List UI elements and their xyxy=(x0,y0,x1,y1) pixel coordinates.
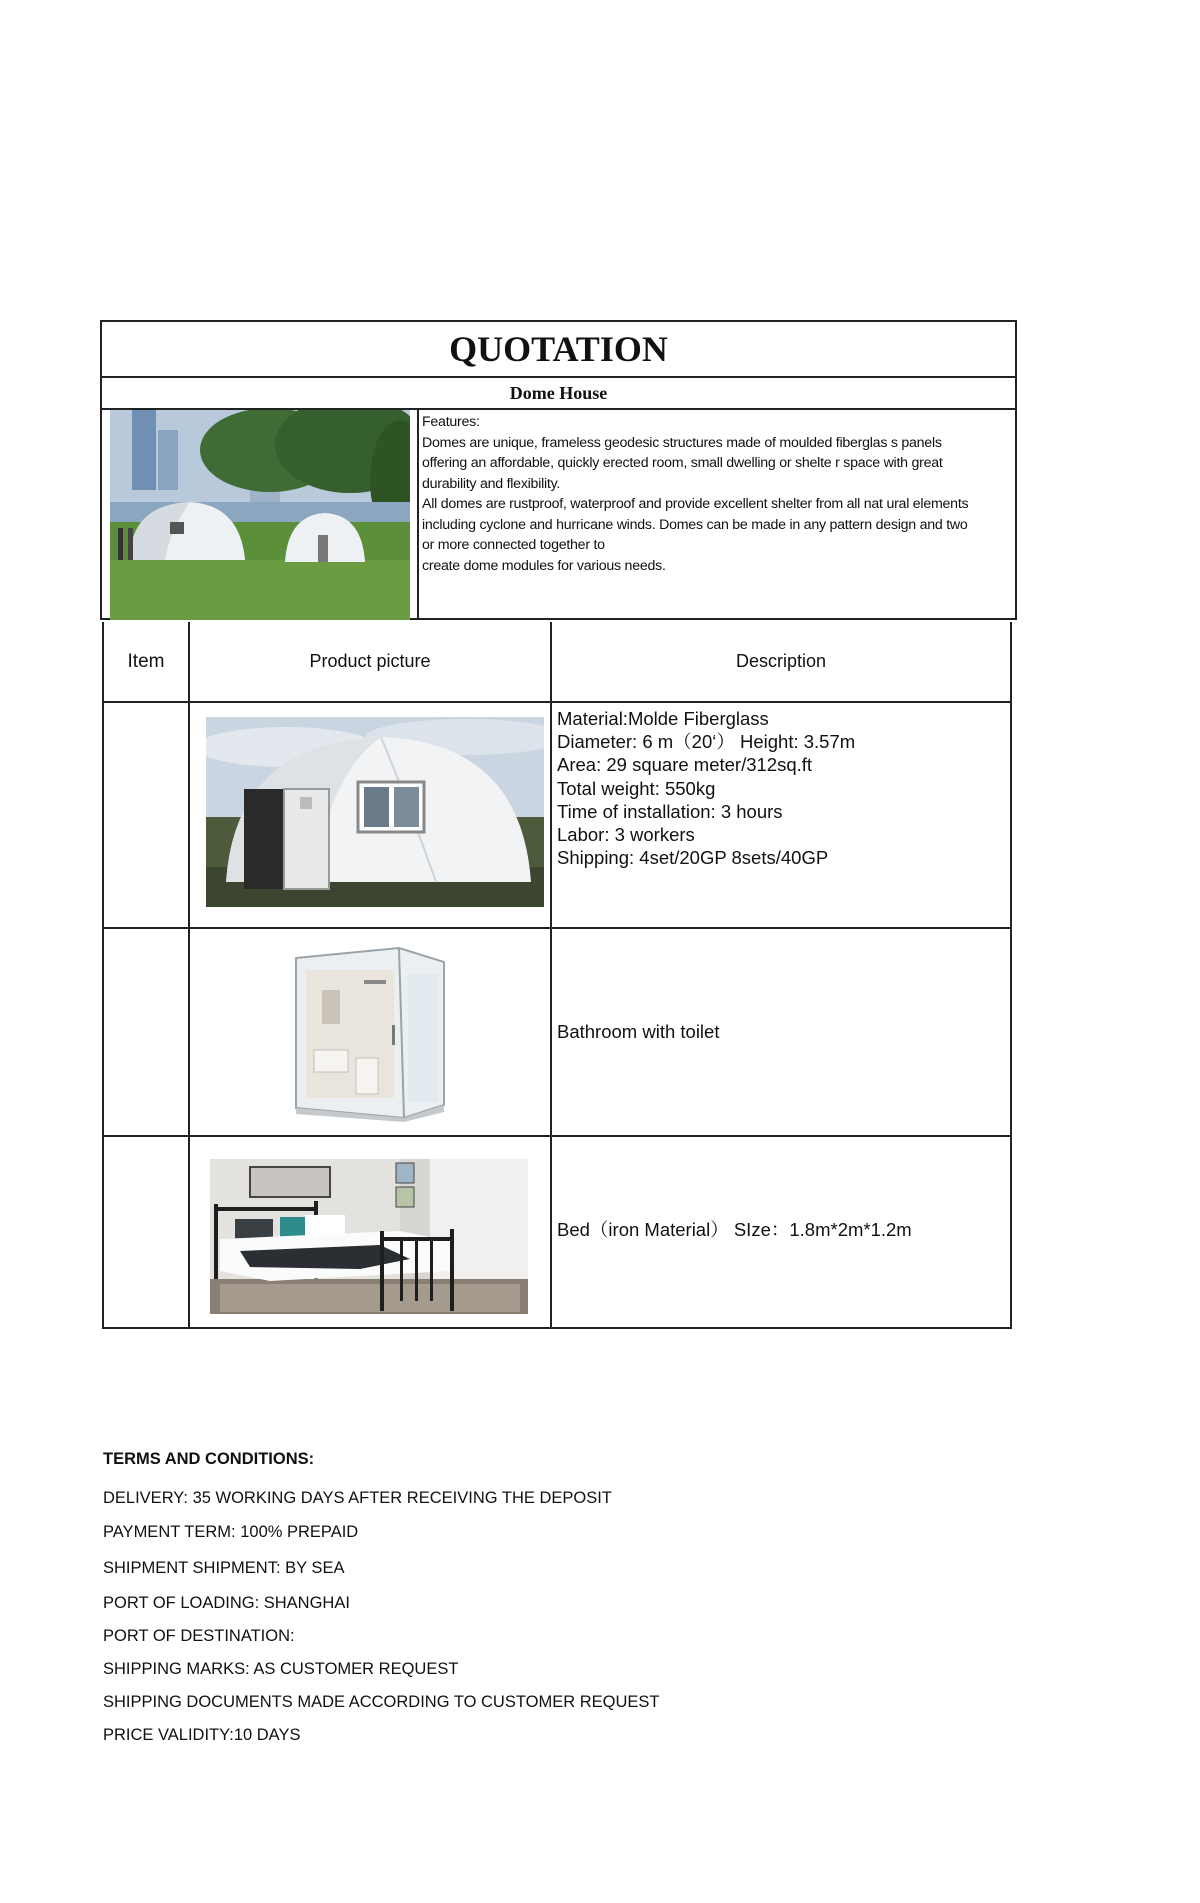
bathroom-description xyxy=(557,1020,719,1043)
term-line: PAYMENT TERM: 100% PREPAID xyxy=(103,1523,359,1541)
header-description: Description xyxy=(735,651,827,671)
header-item: Item xyxy=(127,650,165,672)
description-line: Bed（iron Material） SIze：1.8m*2m*1.2m xyxy=(557,1219,912,1240)
bathroom-product-photo xyxy=(284,940,456,1122)
title-row xyxy=(102,322,1015,378)
spec-line: Labor: 3 workers xyxy=(557,824,695,846)
features-line: offering an affordable, quickly erected room, small dwelling or shelte r space with great xyxy=(422,455,943,471)
subtitle-row xyxy=(102,378,1015,410)
table-row-divider xyxy=(102,1135,1012,1137)
quotation-header xyxy=(100,320,1017,620)
bed-description xyxy=(557,1218,912,1241)
features-line: including cyclone and hurricane winds. Domes can be made in any pattern design and two xyxy=(422,516,968,533)
spec-line: Total weight: 550kg xyxy=(557,777,716,799)
dome-description xyxy=(557,707,855,869)
terms-title: TERMS AND CONDITIONS: xyxy=(103,1450,315,1468)
features-line: create dome modules for various needs. xyxy=(422,557,666,574)
table-column-divider xyxy=(550,622,552,1329)
bed-product-photo xyxy=(210,1159,528,1314)
features-line: Features: xyxy=(422,414,480,430)
term-line: PRICE VALIDITY:10 DAYS xyxy=(103,1726,301,1744)
features-line: or more connected together to xyxy=(422,537,605,553)
spec-line: Diameter: 6 m（20‘） Height: 3.57m xyxy=(557,731,856,753)
product-table xyxy=(102,622,1012,1329)
table-border-left xyxy=(102,622,104,1329)
term-line: SHIPPING DOCUMENTS MADE ACCORDING TO CUSTOMER REQUEST xyxy=(103,1693,660,1711)
header-divider xyxy=(417,410,419,618)
dome-house-photo xyxy=(110,410,410,620)
term-line: SHIPPING MARKS: AS CUSTOMER REQUEST xyxy=(103,1660,459,1678)
table-column-divider xyxy=(188,622,190,1329)
spec-line: Shipping: 4set/20GP 8sets/40GP xyxy=(557,847,829,869)
term-line: DELIVERY: 35 WORKING DAYS AFTER RECEIVING THE DEPOSIT xyxy=(103,1489,612,1507)
features-text xyxy=(422,412,1017,576)
dome-product-photo xyxy=(206,717,544,907)
spec-line: Area: 29 square meter/312sq.ft xyxy=(557,754,813,776)
header-product-picture: Product picture xyxy=(309,651,431,671)
table-row-divider xyxy=(102,701,1012,703)
spec-line: Material:Molde Fiberglass xyxy=(557,708,769,729)
term-line: PORT OF LOADING: SHANGHAI xyxy=(103,1594,350,1612)
table-row-divider xyxy=(102,927,1012,929)
features-line: All domes are rustproof, waterproof and provide excellent shelter from all nat ural elements xyxy=(422,496,969,512)
term-line: SHIPMENT SHIPMENT: BY SEA xyxy=(103,1559,345,1577)
features-line: durability and flexibility. xyxy=(422,475,561,492)
table-border-right xyxy=(1010,622,1012,1329)
table-border-bottom xyxy=(102,1327,1012,1329)
term-line: PORT OF DESTINATION: xyxy=(103,1627,295,1645)
product-name: Dome House xyxy=(509,382,608,403)
features-line: Domes are unique, frameless geodesic structures made of moulded fiberglas s panels xyxy=(422,434,942,451)
description-line: Bathroom with toilet xyxy=(557,1021,720,1042)
page-title: QUOTATION xyxy=(449,329,668,369)
spec-line: Time of installation: 3 hours xyxy=(557,800,783,822)
